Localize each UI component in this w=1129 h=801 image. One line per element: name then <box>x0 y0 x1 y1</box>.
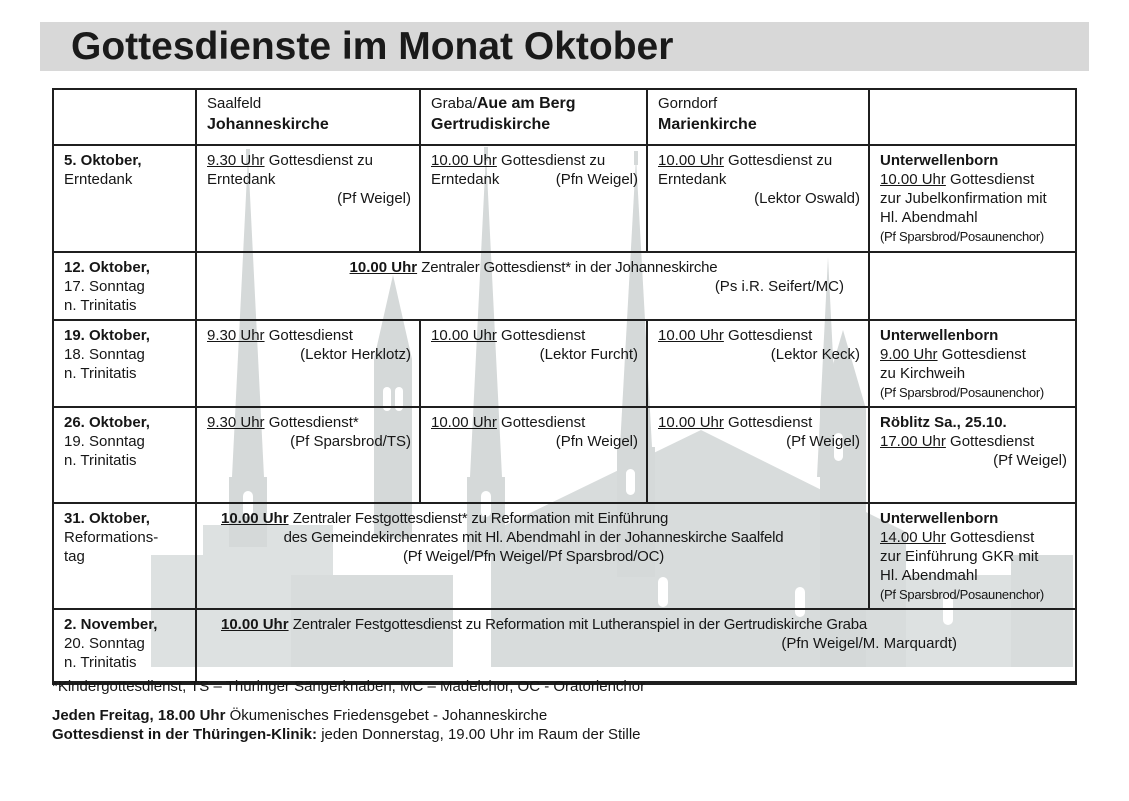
service-text: Gottesdienst <box>950 171 1035 188</box>
row-19-oktober <box>53 320 1076 407</box>
footnotes <box>52 677 645 744</box>
service-line2: Erntedank <box>658 171 727 188</box>
service-text: Zentraler Festgottesdienst zu Reformation mit Lutheranspiel in der Gertrudiskirche Graba <box>292 616 868 633</box>
service-cell-saalfeld <box>196 407 420 503</box>
city-suffix: Aue am Berg <box>476 95 576 112</box>
service-credit: (Pf Weigel) <box>337 190 411 207</box>
header-empty-cell <box>53 89 196 145</box>
service-credit: (Lektor Keck) <box>770 346 860 363</box>
service-time: 17.00 Uhr <box>880 433 946 450</box>
service-line3: Hl. Abendmahl <box>880 209 978 226</box>
date-line: 12. Oktober, <box>64 259 150 276</box>
service-text: Erntedank <box>431 171 500 188</box>
date-line: 19. Oktober, <box>64 327 150 344</box>
service-time: 10.00 Uhr <box>349 259 418 276</box>
place-name: Unterwellenborn <box>880 327 999 344</box>
service-line <box>207 151 411 170</box>
footnote-legend: *Kindergottesdienst, TS – Thüringer Sängerknaben, MC – Mädelchor, OC - Oratorienchor <box>52 678 646 695</box>
city-main: Graba/ <box>431 95 477 112</box>
service-cell-unterwellenborn <box>869 503 1076 609</box>
place-name: Unterwellenborn <box>880 152 999 169</box>
service-text: Gottesdienst zu <box>728 152 833 169</box>
service-text: Gottesdienst <box>268 327 353 344</box>
row-31-oktober <box>53 503 1076 609</box>
footnote-klinik <box>52 725 645 744</box>
footnote-spacer <box>52 696 645 706</box>
service-cell-gorndorf <box>647 145 869 252</box>
row-5-oktober <box>53 145 1076 252</box>
service-text: Gottesdienst zu <box>501 152 606 169</box>
service-line <box>880 528 1067 547</box>
date-sub: Erntedank <box>64 171 133 188</box>
service-cell-central <box>196 252 869 320</box>
service-line <box>431 326 638 345</box>
service-credit: (Pf Weigel/Pfn Weigel/Pf Sparsbrod/OC) <box>402 548 665 565</box>
service-credit: (Pf Sparsbrod/TS) <box>290 433 411 450</box>
church-name: Gertrudiskirche <box>431 116 551 133</box>
date-sub: tag <box>64 548 85 565</box>
service-text: Gottesdienst <box>950 529 1035 546</box>
service-time: 9.30 Uhr <box>207 327 265 344</box>
service-cell-gorndorf <box>647 407 869 503</box>
service-credit: (Pfn Weigel) <box>555 433 638 450</box>
service-text: Gottesdienst <box>941 346 1026 363</box>
service-cell-unterwellenborn <box>869 145 1076 252</box>
church-name: Marienkirche <box>658 116 757 133</box>
date-sub: 19. Sonntag <box>64 433 145 450</box>
service-line <box>431 151 638 170</box>
service-line <box>207 413 411 432</box>
service-line <box>880 432 1067 451</box>
column-header-saalfeld <box>196 89 420 145</box>
service-line2: zur Jubelkonfirmation mit <box>880 190 1047 207</box>
service-time: 10.00 Uhr <box>431 152 497 169</box>
service-line2 <box>431 170 638 189</box>
date-cell <box>53 252 196 320</box>
date-line: 5. Oktober, <box>64 152 142 169</box>
service-cell-saalfeld <box>196 320 420 407</box>
service-schedule-table <box>52 88 1077 685</box>
service-cell-graba <box>420 320 647 407</box>
date-line: 26. Oktober, <box>64 414 150 431</box>
date-sub: 20. Sonntag <box>64 635 145 652</box>
service-time: 9.00 Uhr <box>880 346 938 363</box>
service-credit: (Lektor Furcht) <box>539 346 638 363</box>
service-text: Zentraler Gottesdienst* in der Johanneskirche <box>421 259 718 276</box>
service-credit: (Pf Weigel) <box>786 433 860 450</box>
service-time: 14.00 Uhr <box>880 529 946 546</box>
service-credit: (Pf Sparsbrod/Posaunenchor) <box>880 229 1044 244</box>
date-cell <box>53 320 196 407</box>
date-sub: n. Trinitatis <box>64 654 137 671</box>
row-2-november <box>53 609 1076 683</box>
service-line <box>431 413 638 432</box>
service-text: Gottesdienst <box>728 414 813 431</box>
date-line: 31. Oktober, <box>64 510 150 527</box>
service-line <box>880 345 1067 364</box>
service-credit: (Lektor Herklotz) <box>300 346 411 363</box>
footnote-klinik-label: Gottesdienst in der Thüringen-Klinik: <box>52 726 318 743</box>
service-line <box>658 326 860 345</box>
service-cell-saalfeld <box>196 145 420 252</box>
service-time: 10.00 Uhr <box>431 327 497 344</box>
service-line3: Hl. Abendmahl <box>880 567 978 584</box>
date-cell <box>53 503 196 609</box>
service-time: 10.00 Uhr <box>221 616 289 633</box>
footnote-klinik-text: jeden Donnerstag, 19.00 Uhr im Raum der Stille <box>321 726 641 743</box>
column-header-gorndorf <box>647 89 869 145</box>
place-name: Unterwellenborn <box>880 510 999 527</box>
church-name: Johanneskirche <box>207 116 329 133</box>
city-name: Gorndorf <box>658 95 718 112</box>
service-credit: (Lektor Oswald) <box>754 190 860 207</box>
date-sub: 18. Sonntag <box>64 346 145 363</box>
date-sub: n. Trinitatis <box>64 452 137 469</box>
footnote-friday <box>52 706 645 725</box>
service-credit: (Pfn Weigel/M. Marquardt) <box>781 635 957 652</box>
service-time: 10.00 Uhr <box>658 414 724 431</box>
service-line <box>658 413 860 432</box>
place-name: Röblitz Sa., 25.10. <box>880 414 1007 431</box>
service-text: Gottesdienst <box>501 414 586 431</box>
service-cell-central-reformation <box>196 503 869 609</box>
service-text: Gottesdienst* <box>268 414 359 431</box>
header-row <box>53 89 1076 145</box>
footnote-friday-text: Ökumenisches Friedensgebet - Johanneskirche <box>229 707 548 724</box>
empty-cell <box>869 252 1076 320</box>
service-text: Gottesdienst <box>950 433 1035 450</box>
service-line2: zu Kirchweih <box>880 365 966 382</box>
service-time: 10.00 Uhr <box>658 152 724 169</box>
service-line <box>207 258 860 277</box>
date-sub: n. Trinitatis <box>64 297 137 314</box>
row-26-oktober <box>53 407 1076 503</box>
date-sub: 17. Sonntag <box>64 278 145 295</box>
service-text: Gottesdienst <box>728 327 813 344</box>
service-line <box>207 615 1067 634</box>
footnote-friday-label: Jeden Freitag, 18.00 Uhr <box>52 707 226 724</box>
service-credit: (Pf Weigel) <box>993 452 1067 469</box>
service-text: Zentraler Festgottesdienst* zu Reformation mit Einführung <box>292 510 669 527</box>
service-time: 9.30 Uhr <box>207 414 265 431</box>
city-name <box>431 94 638 113</box>
service-line2: des Gemeindekirchenrates mit Hl. Abendmahl in der Johanneskirche Saalfeld <box>283 529 784 546</box>
service-time: 10.00 Uhr <box>221 510 289 527</box>
service-line <box>207 326 411 345</box>
date-line: 2. November, <box>64 616 158 633</box>
service-cell-graba <box>420 145 647 252</box>
service-credit: (Pfn Weigel) <box>555 171 638 188</box>
row-12-oktober <box>53 252 1076 320</box>
service-cell-unterwellenborn <box>869 320 1076 407</box>
service-line <box>880 170 1067 189</box>
service-line2: Erntedank <box>207 171 276 188</box>
service-time: 9.30 Uhr <box>207 152 265 169</box>
service-text: Gottesdienst zu <box>268 152 373 169</box>
service-text: Gottesdienst <box>501 327 586 344</box>
service-line2: zur Einführung GKR mit <box>880 548 1039 565</box>
service-time: 10.00 Uhr <box>880 171 946 188</box>
date-cell <box>53 609 196 683</box>
service-cell-graba <box>420 407 647 503</box>
header-empty-cell <box>869 89 1076 145</box>
title-bar <box>40 22 1089 71</box>
city-name: Saalfeld <box>207 95 262 112</box>
date-cell <box>53 407 196 503</box>
service-cell-gorndorf <box>647 320 869 407</box>
service-line <box>658 151 860 170</box>
service-cell-central-lutheranspiel <box>196 609 1076 683</box>
service-cell-roeblitz <box>869 407 1076 503</box>
service-credit: (Ps i.R. Seifert/MC) <box>714 278 844 295</box>
column-header-graba <box>420 89 647 145</box>
page-title: Gottesdienste im Monat Oktober <box>71 24 674 68</box>
date-sub: Reformations- <box>64 529 159 546</box>
date-sub: n. Trinitatis <box>64 365 137 382</box>
service-line <box>207 509 860 528</box>
service-credit: (Pf Sparsbrod/Posaunenchor) <box>880 587 1044 602</box>
service-time: 10.00 Uhr <box>658 327 724 344</box>
service-credit: (Pf Sparsbrod/Posaunenchor) <box>880 385 1044 400</box>
service-time: 10.00 Uhr <box>431 414 497 431</box>
date-cell <box>53 145 196 252</box>
